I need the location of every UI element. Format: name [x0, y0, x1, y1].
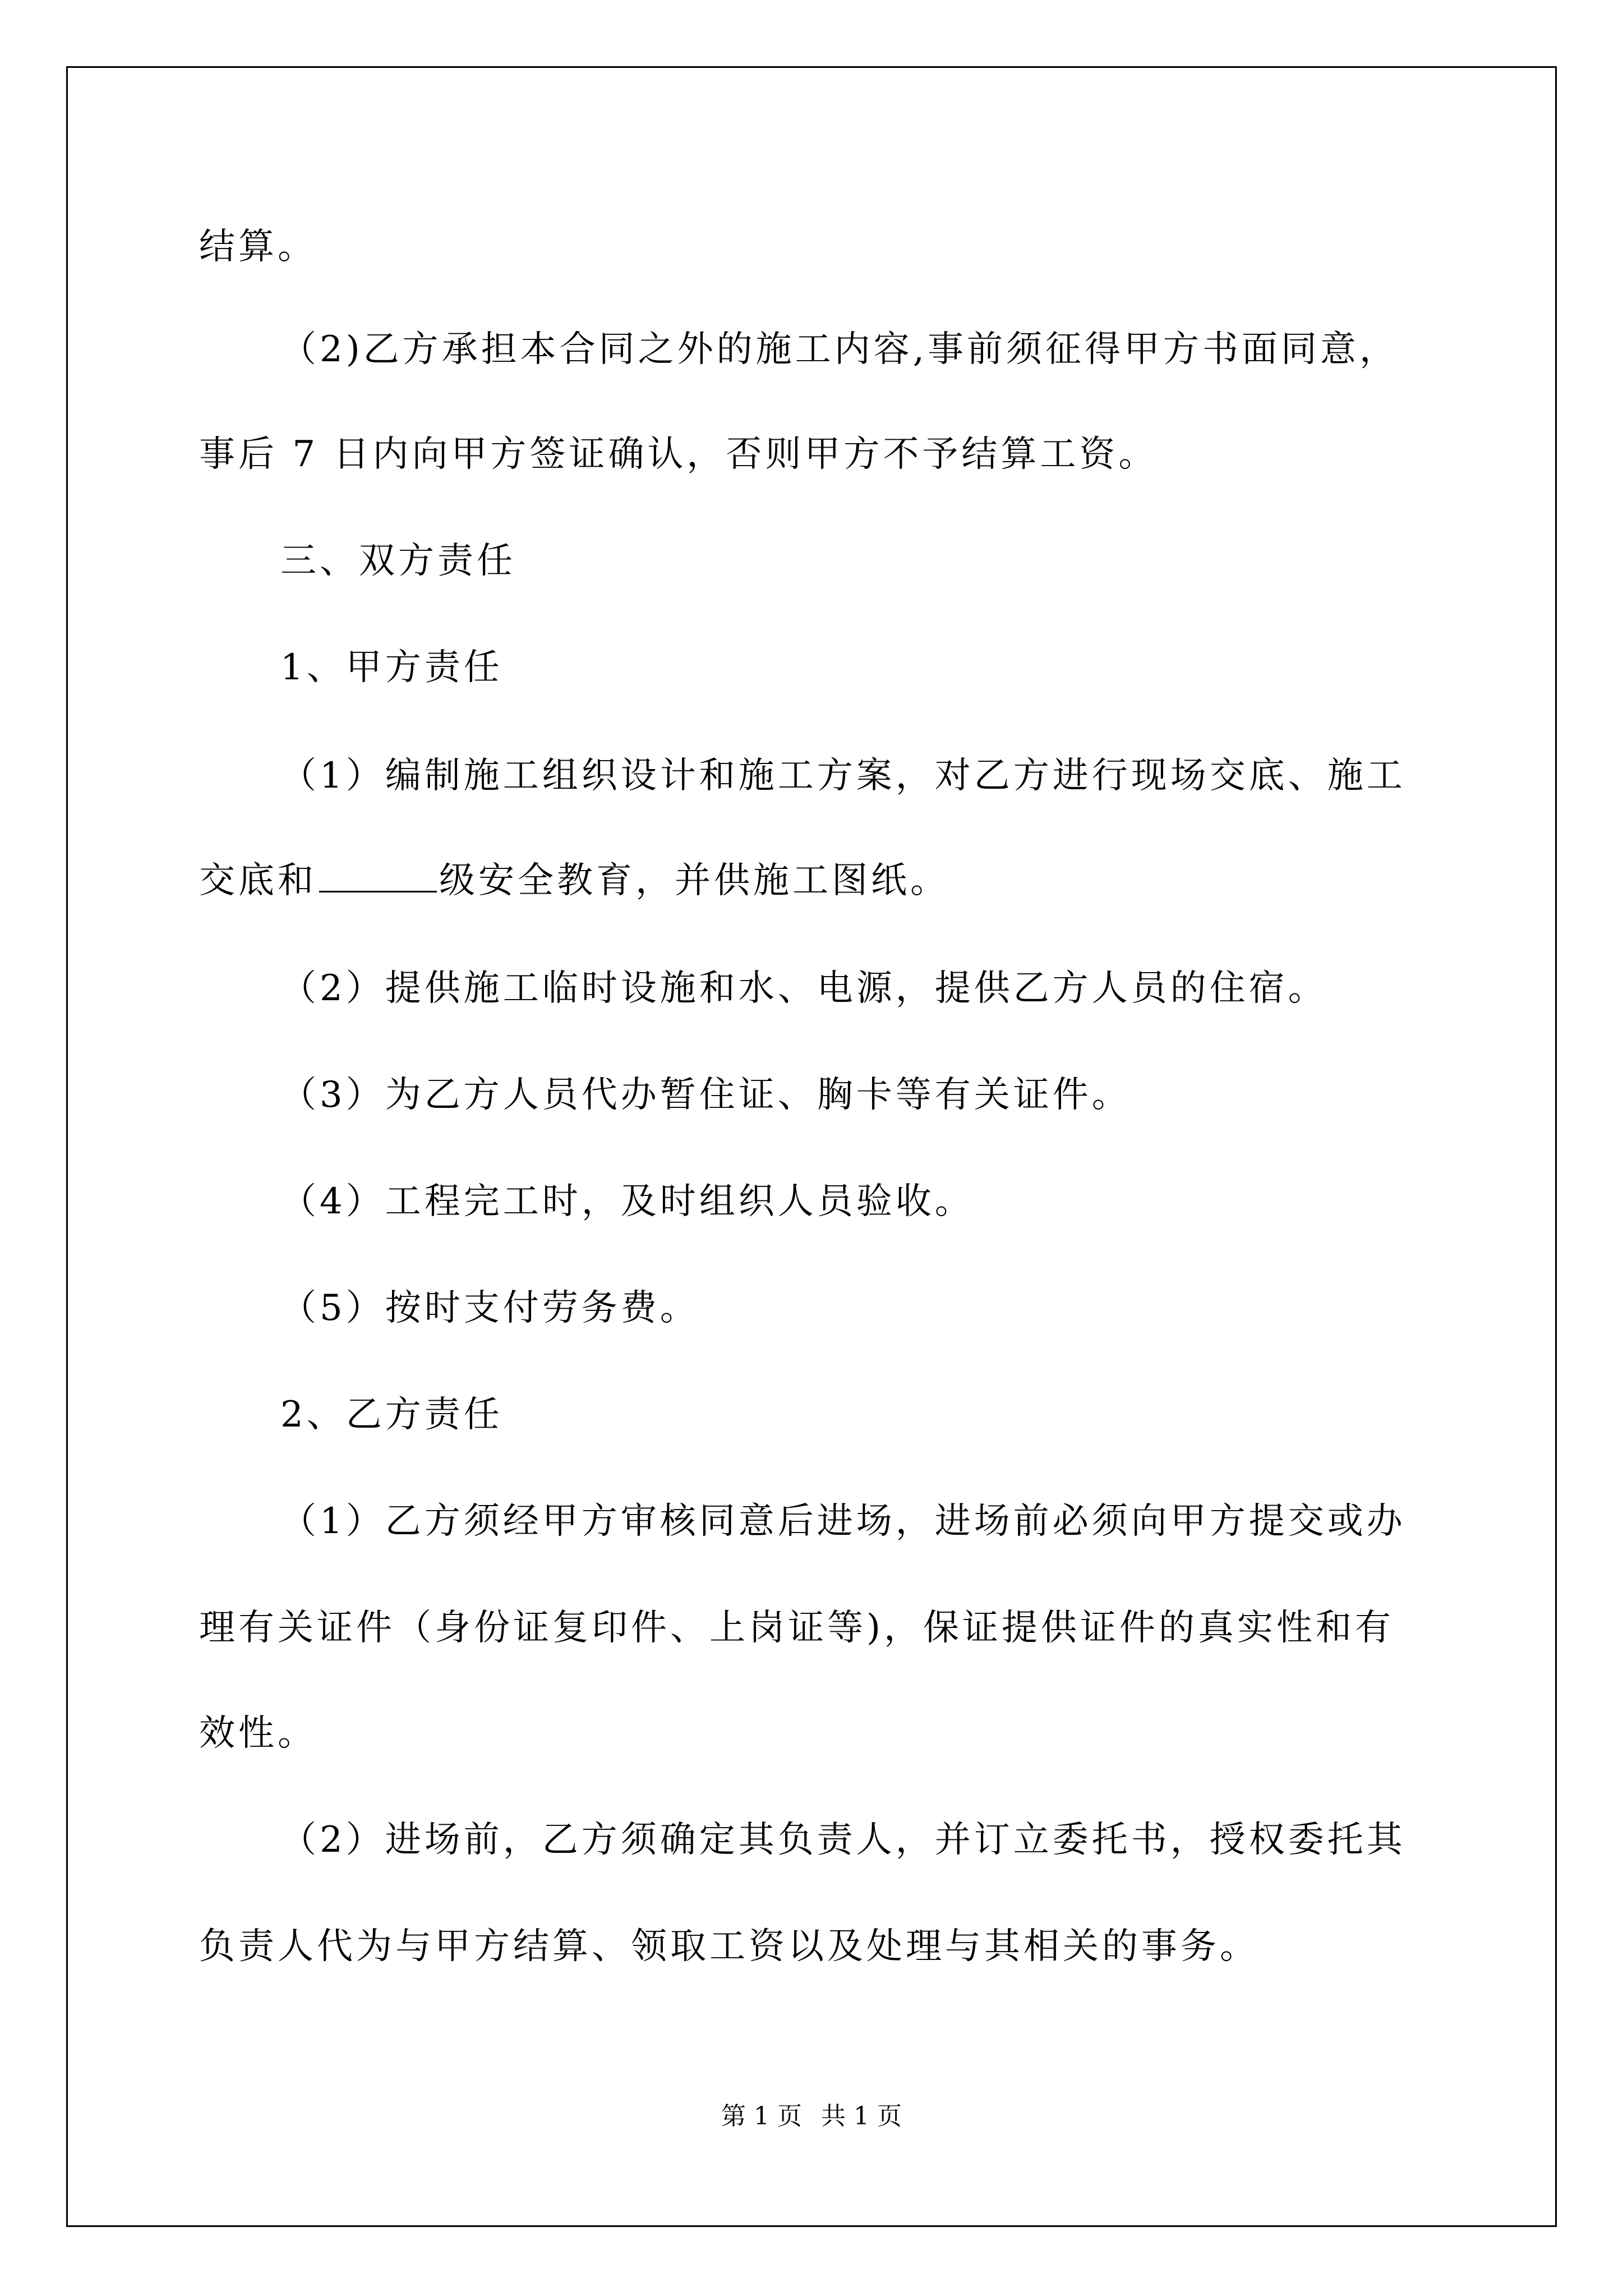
paragraph-line: （3）为乙方人员代办暂住证、胸卡等有关证件。 — [280, 1074, 1131, 1116]
page-number: 第 1 页 — [721, 2102, 802, 2131]
fill-in-blank — [319, 859, 437, 892]
page-total: 共 1 页 — [821, 2102, 902, 2131]
paragraph-line: （5）按时支付劳务费。 — [280, 1287, 699, 1329]
paragraph-line: 负责人代为与甲方结算、领取工资以及处理与其相关的事务。 — [199, 1926, 1259, 1967]
paragraph-line: （1）乙方须经甲方审核同意后进场，进场前必须向甲方提交或办 — [280, 1501, 1406, 1542]
paragraph-line: （2)乙方承担本合同之外的施工内容,事前须征得甲方书面同意， — [280, 329, 1399, 370]
paragraph-text: 交底和 — [199, 860, 317, 901]
section-heading: 三、双方责任 — [280, 540, 516, 582]
page-footer — [0, 2101, 1623, 2132]
paragraph-line: （2）提供施工临时设施和水、电源，提供乙方人员的住宿。 — [280, 968, 1327, 1009]
paragraph-line: （4）工程完工时，及时组织人员验收。 — [280, 1181, 974, 1222]
paragraph-line: 事后 7 日内向甲方签证确认，否则甲方不予结算工资。 — [199, 434, 1158, 475]
paragraph-text: 级安全教育，并供施工图纸。 — [439, 860, 949, 901]
paragraph-line — [199, 858, 949, 903]
subsection-heading: 2、乙方责任 — [280, 1394, 503, 1435]
paragraph-line: 理有关证件（身份证复印件、上岗证等)，保证提供证件的真实性和有 — [199, 1607, 1394, 1649]
paragraph-line: 结算。 — [199, 226, 317, 268]
subsection-heading: 1、甲方责任 — [280, 647, 503, 688]
paragraph-line: （1）编制施工组织设计和施工方案，对乙方进行现场交底、施工 — [280, 755, 1406, 797]
paragraph-line: （2）进场前，乙方须确定其负责人，并订立委托书，授权委托其 — [280, 1819, 1406, 1861]
page-border — [66, 66, 1557, 2227]
paragraph-line: 效性。 — [199, 1713, 317, 1754]
